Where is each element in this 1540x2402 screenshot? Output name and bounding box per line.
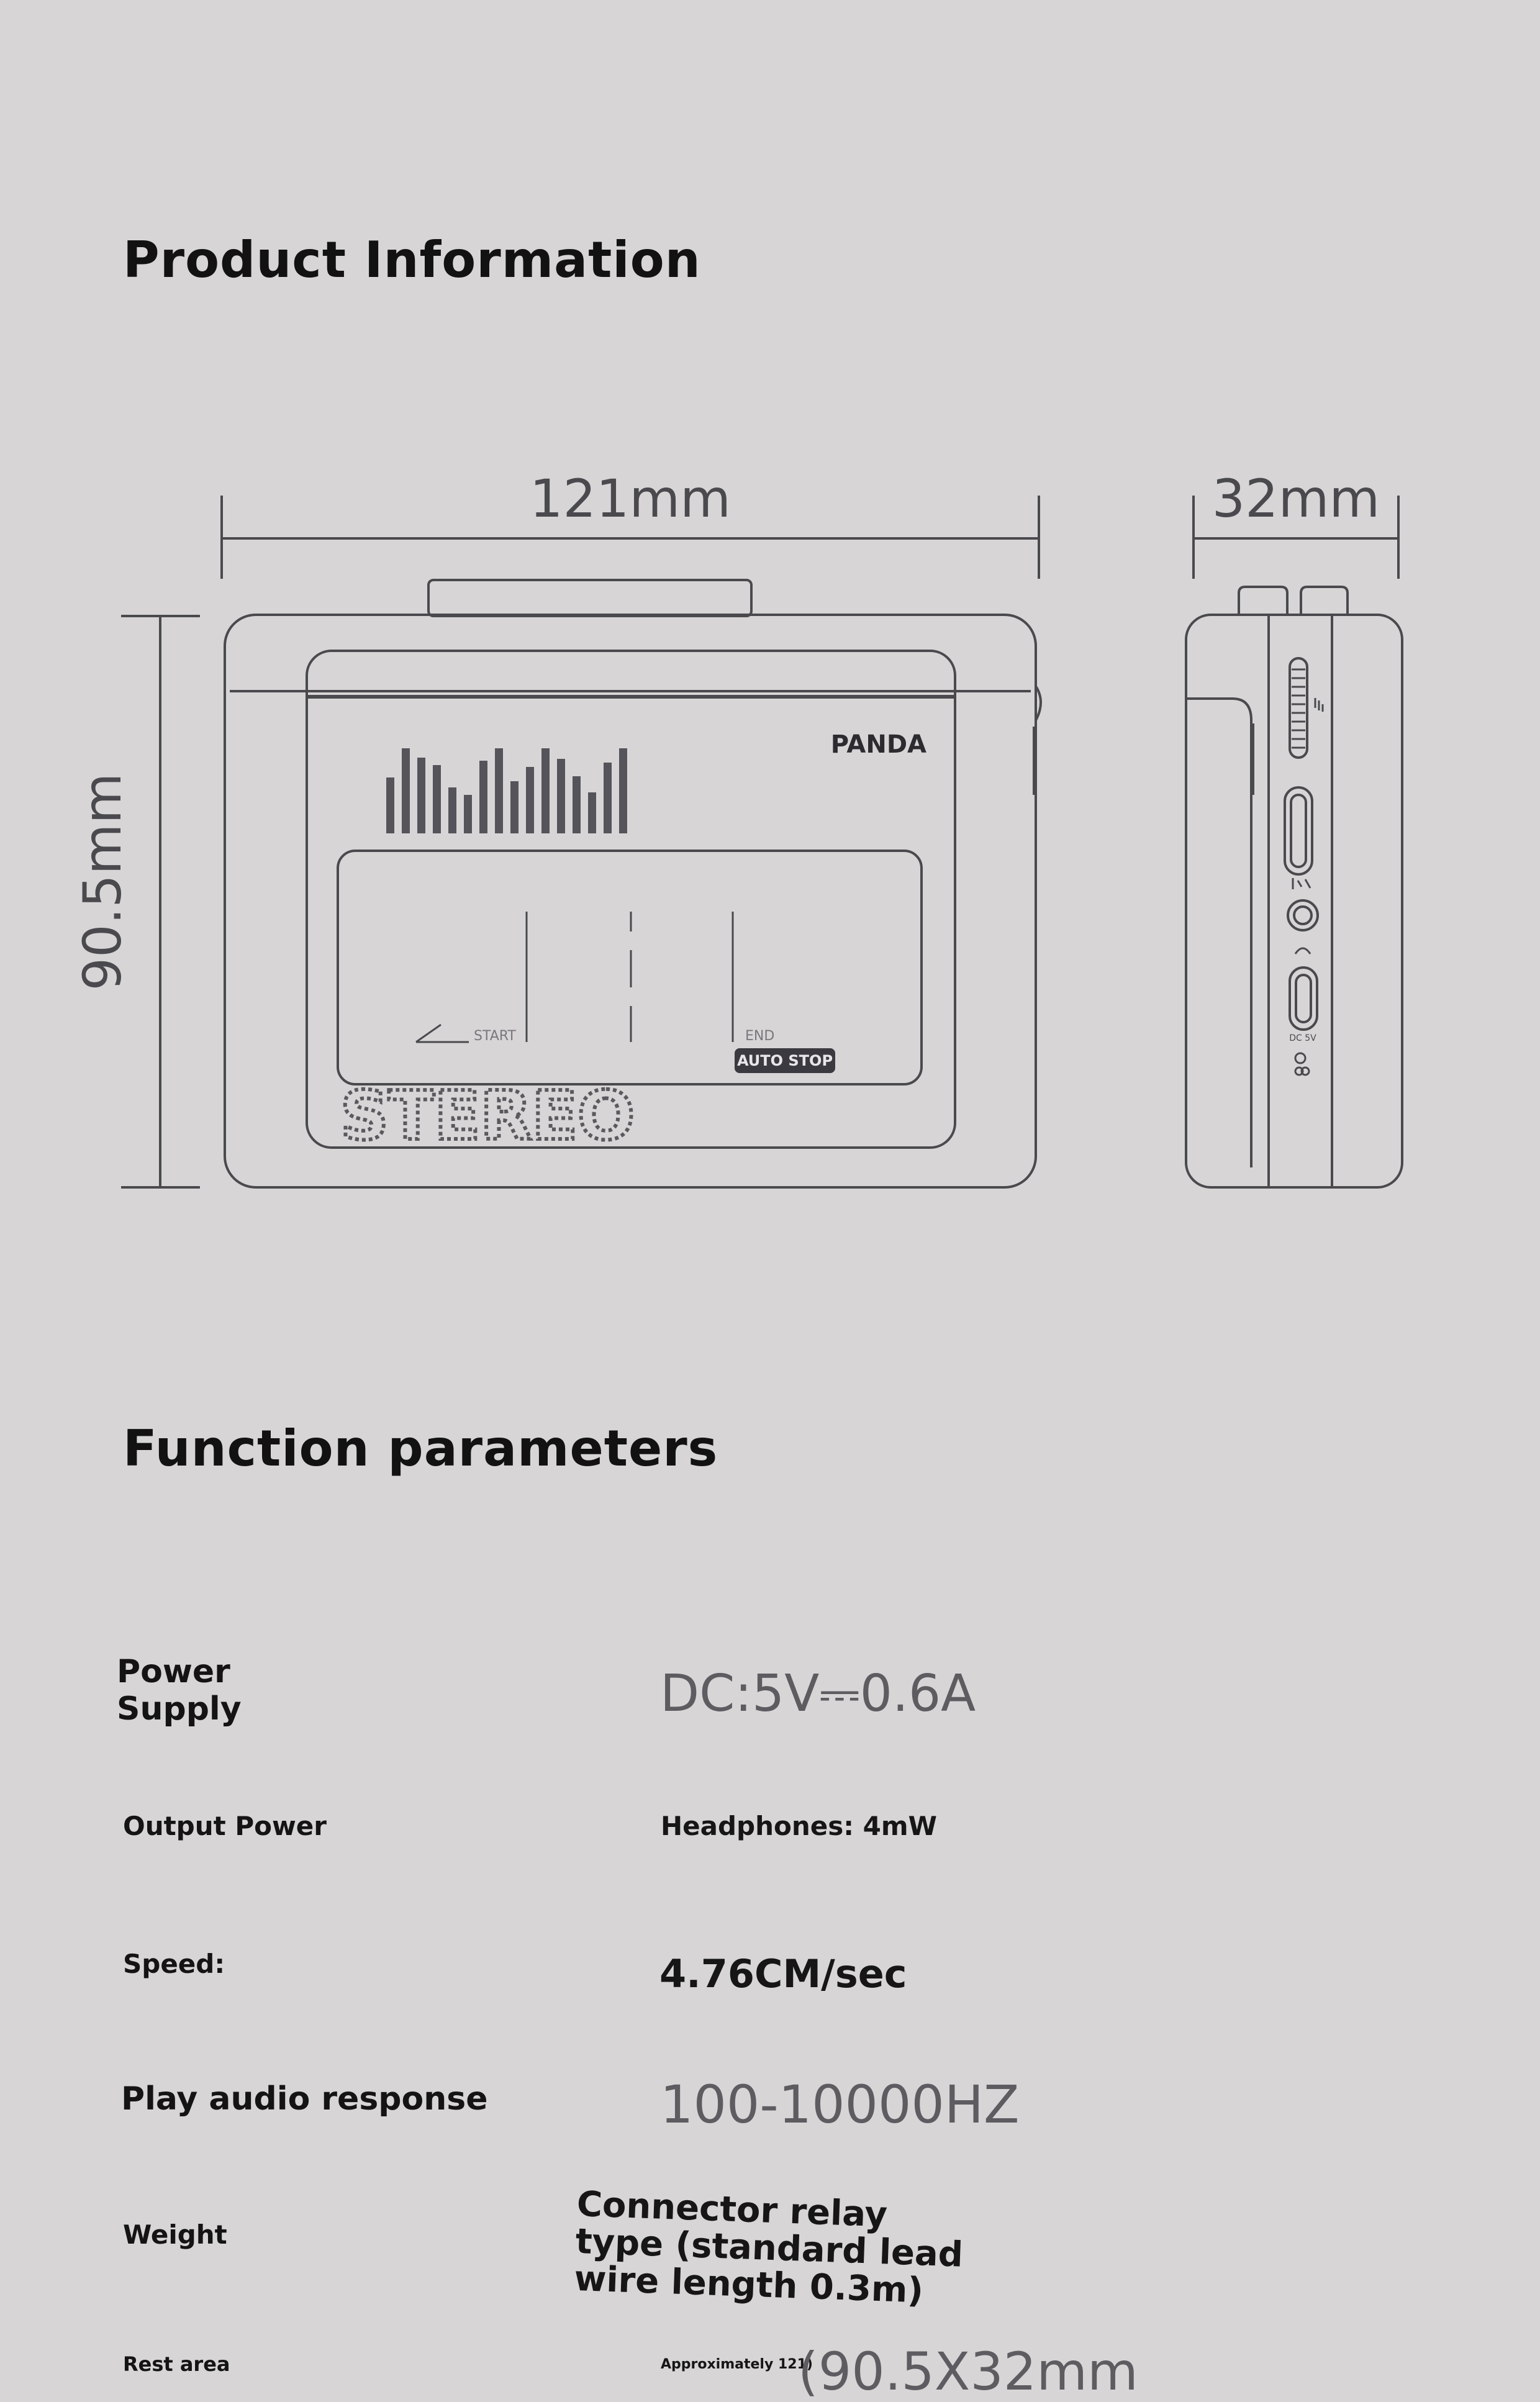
speed-label: Speed: bbox=[123, 1949, 225, 1979]
equalizer-bar bbox=[573, 776, 581, 833]
speed-value: 4.76CM/sec bbox=[659, 1951, 907, 1996]
equalizer-bar bbox=[510, 781, 519, 833]
equalizer-bar bbox=[386, 777, 394, 833]
equalizer-bar bbox=[402, 748, 410, 833]
weight-value: Connector relay type (standard lead wire length 0.3m) bbox=[573, 2184, 964, 2311]
audio-response-label: Play audio response bbox=[121, 2080, 488, 2118]
rest-area-value-small: Approximately 121) bbox=[661, 2357, 813, 2372]
power-supply-label: Power Supply bbox=[117, 1653, 242, 1728]
equalizer-bar bbox=[433, 765, 441, 833]
height-dimension-label: 90.5mm bbox=[72, 773, 133, 991]
equalizer-bar bbox=[604, 763, 612, 833]
equalizer-bar bbox=[619, 748, 627, 833]
start-label: START bbox=[474, 1028, 516, 1044]
equalizer-bar bbox=[557, 759, 565, 833]
equalizer-bar bbox=[541, 748, 550, 833]
end-label: END bbox=[745, 1028, 775, 1044]
equalizer-bar bbox=[417, 758, 425, 833]
rest-area-value-large: (90.5X32mm bbox=[798, 2341, 1138, 2402]
function-params-title: Function parameters bbox=[123, 1420, 718, 1477]
equalizer-bar bbox=[495, 748, 503, 833]
depth-dimension-label: 32mm bbox=[1212, 468, 1380, 529]
equalizer-bar bbox=[479, 761, 487, 833]
equalizer-bar bbox=[448, 787, 456, 833]
equalizer-bar bbox=[464, 795, 472, 833]
stereo-label: STEREO bbox=[340, 1077, 635, 1155]
product-info-title: Product Information bbox=[123, 231, 701, 289]
power-supply-value: DC:5V⎓0.6A bbox=[660, 1664, 976, 1723]
width-dimension-label: 121mm bbox=[530, 468, 731, 529]
dc-port-label: DC 5V bbox=[1289, 1033, 1316, 1043]
equalizer-bar bbox=[588, 792, 596, 833]
audio-response-value: 100-10000HZ bbox=[660, 2074, 1020, 2135]
weight-label: Weight bbox=[123, 2219, 227, 2250]
rest-area-label: Rest area bbox=[123, 2352, 230, 2376]
output-power-value: Headphones: 4mW bbox=[661, 1811, 937, 1841]
brand-logo-text: PANDA bbox=[830, 730, 926, 759]
output-power-label: Output Power bbox=[123, 1811, 327, 1841]
auto-stop-label: AUTO STOP bbox=[736, 1052, 833, 1069]
equalizer-bar bbox=[526, 767, 534, 833]
